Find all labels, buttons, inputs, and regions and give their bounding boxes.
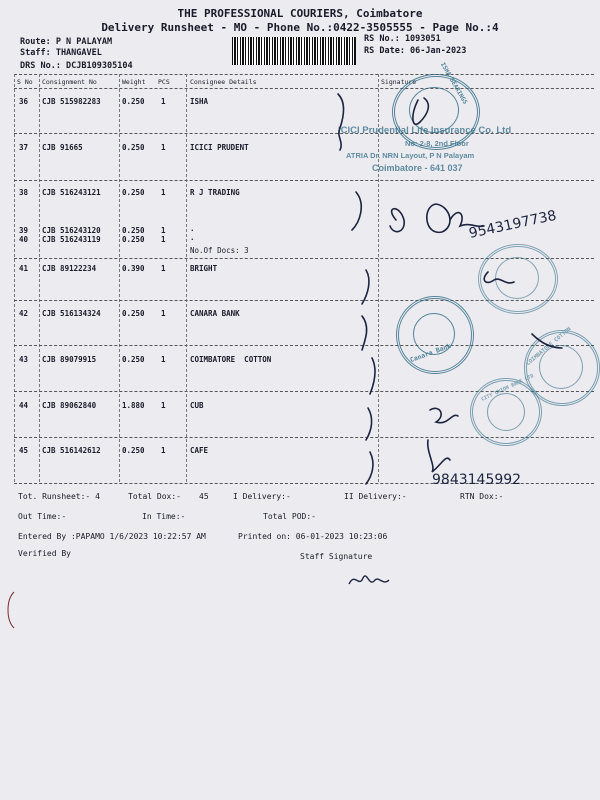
col-header-consignee: Consignee Details — [190, 78, 257, 86]
row-weight: 0.250 — [122, 355, 145, 364]
row-sno: 37 — [19, 143, 29, 152]
row-pcs: 1 — [161, 235, 166, 244]
col-divider — [186, 74, 187, 482]
row-consignee: CUB — [190, 401, 204, 410]
row-weight: 0.250 — [122, 226, 145, 235]
isha-stamp-text: ISHA BEARINGS — [438, 61, 469, 106]
rs-date: RS Date: 06-Jan-2023 — [364, 46, 467, 56]
row-consignee: CAFE — [190, 446, 209, 455]
ii-delivery: II Delivery:- — [344, 492, 407, 501]
runsheet-title: Delivery Runsheet - MO - Phone No.:0422-3505555 - Page No.:4 — [101, 21, 499, 34]
total-dox-label: Total Dox:- — [128, 492, 181, 501]
row-pcs: 1 — [161, 355, 166, 364]
row-consignee: . — [190, 233, 195, 242]
col-divider — [14, 74, 15, 482]
no-of-docs: No.Of Docs: 3 — [190, 246, 249, 255]
row-weight: 0.250 — [122, 143, 145, 152]
row-sno: 40 — [19, 235, 29, 244]
verified-by: Verified By — [18, 549, 71, 558]
row-consignee: ISHA — [190, 97, 209, 106]
staff-label: Staff: THANGAVEL — [20, 48, 102, 58]
row-weight: 0.250 — [122, 309, 145, 318]
row-consignment: CJB 89062840 — [42, 401, 97, 410]
canara-stamp-text: Canara Bank — [408, 341, 453, 365]
punch-mark-icon — [2, 590, 18, 630]
out-time: Out Time:- — [18, 512, 67, 521]
row-pcs: 1 — [161, 226, 166, 235]
company-title: THE PROFESSIONAL COURIERS, Coimbatore — [177, 7, 423, 20]
row-consignee: COIMBATORE COTTON — [190, 355, 272, 364]
row-consignment: CJB 89079915 — [42, 355, 97, 364]
entered-by: Entered By :PAPAMO 1/6/2023 10:22:57 AM — [18, 532, 206, 541]
total-pod: Total POD:- — [263, 512, 316, 521]
row-sno: 45 — [19, 446, 29, 455]
row-pcs: 1 — [161, 446, 166, 455]
row-consignment: CJB 516243119 — [42, 235, 101, 244]
barcode — [232, 37, 356, 65]
col-divider — [39, 74, 40, 482]
row-consignment: CJB 516134324 — [42, 309, 101, 318]
row-consignment: CJB 516142612 — [42, 446, 101, 455]
total-dox-value: 45 — [199, 492, 209, 501]
row-pcs: 1 — [161, 309, 166, 318]
drs-number: DRS No.: DCJB109305104 — [20, 61, 133, 71]
row-sno: 36 — [19, 97, 29, 106]
row-weight: 0.250 — [122, 235, 145, 244]
row-consignment: CJB 516243121 — [42, 188, 101, 197]
row-consignment: CJB 515982283 — [42, 97, 101, 106]
handwritten-signatures — [300, 80, 600, 500]
col-header-sno: S No — [17, 78, 33, 86]
icici-stamp-line1: ICICI Prudential Life Insurance Co. Ltd — [338, 125, 512, 136]
col-header-consignment: Consignment No — [42, 78, 97, 86]
i-delivery: I Delivery:- — [233, 492, 291, 501]
row-pcs: 1 — [161, 97, 166, 106]
row-weight: 0.250 — [122, 446, 145, 455]
row-consignment: CJB 516243120 — [42, 226, 101, 235]
handwritten-phone-1: 9543197738 — [467, 207, 558, 242]
row-consignee: R J TRADING — [190, 188, 240, 197]
tot-runsheet: Tot. Runsheet:- 4 — [18, 492, 100, 501]
row-weight: 0.250 — [122, 97, 145, 106]
row-weight: 1.880 — [122, 401, 145, 410]
row-sno: 39 — [19, 226, 29, 235]
col-divider — [119, 74, 120, 482]
row-sno: 44 — [19, 401, 29, 410]
icici-stamp-line3: ATRIA Dr. NRN Layout, P N Palayam — [346, 151, 475, 160]
in-time: In Time:- — [142, 512, 186, 521]
row-sno: 41 — [19, 264, 29, 273]
row-consignment: CJB 89122234 — [42, 264, 97, 273]
col-header-pcs: PCS — [158, 78, 170, 86]
row-consignee: . — [190, 224, 195, 233]
row-consignment: CJB 91665 — [42, 143, 83, 152]
row-consignee: ICICI PRUDENT — [190, 143, 249, 152]
row-consignee: CANARA BANK — [190, 309, 240, 318]
rtn-dox: RTN Dox:- — [460, 492, 504, 501]
row-pcs: 1 — [161, 264, 166, 273]
row-sno: 38 — [19, 188, 29, 197]
table-top-rule — [14, 74, 594, 75]
row-pcs: 1 — [161, 188, 166, 197]
cub-stamp-text: CITY UNION BANK LTD — [480, 373, 535, 403]
handwritten-phone-2: 9843145992 — [432, 472, 522, 488]
icici-stamp-line4: Coimbatore - 641 037 — [372, 163, 463, 173]
staff-signature-label: Staff Signature — [300, 552, 373, 561]
route-label: Route: P N PALAYAM — [20, 37, 113, 47]
col-header-weight: Weight — [122, 78, 146, 86]
icici-stamp-line2: No: 2-8, 2nd Floor — [405, 139, 469, 148]
staff-signature-icon — [345, 566, 395, 596]
row-pcs: 1 — [161, 401, 166, 410]
row-weight: 0.390 — [122, 264, 145, 273]
row-sno: 43 — [19, 355, 29, 364]
col-header-signature: Signature — [381, 78, 417, 86]
row-pcs: 1 — [161, 143, 166, 152]
cotton-stamp-text: COIMBATORE COTTON — [525, 326, 573, 368]
printed-on: Printed on: 06-01-2023 10:23:06 — [238, 532, 388, 541]
rs-number: RS No.: 1093051 — [364, 34, 441, 44]
row-consignee: BRIGHT — [190, 264, 218, 273]
row-sno: 42 — [19, 309, 29, 318]
row-weight: 0.250 — [122, 188, 145, 197]
